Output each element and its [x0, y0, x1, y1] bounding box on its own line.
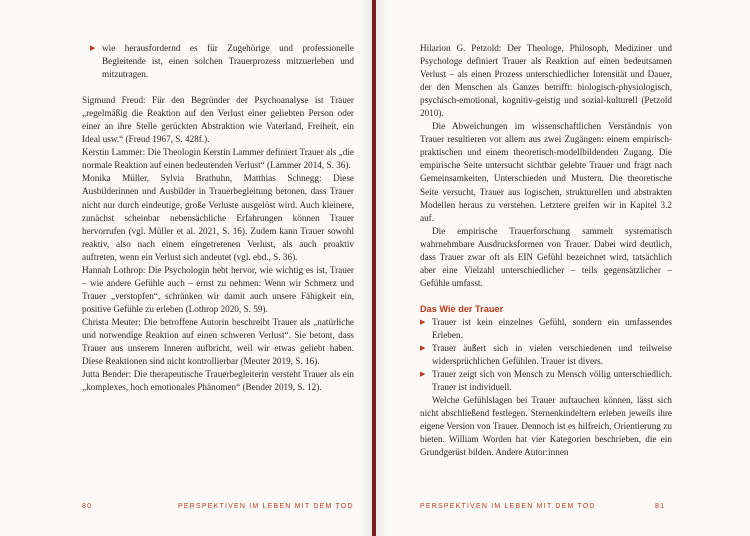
page-number-right: 81: [655, 503, 666, 510]
definition-lothrop: Hannah Lothrop: Die Psychologin hebt hervor, wie wichtig es ist, Trauer – wie andere Gefühle auch – ernst zu nehmen: Wenn wir Schmerz und Trauer „verstopfen“, schränken wir damit auch unsere Fähigkeit ein, positive Gefühle zu erleben (Lothrop 2020, S. 59).: [82, 264, 354, 314]
list-item: [82, 42, 354, 81]
definition-bender: Jutta Bender: Die therapeutische Trauerbegleiterin versteht Trauer als ein „komplexes, hoch emotionales Phänomen“ (Bender 2019, S. 12).: [82, 369, 354, 393]
list-item: [420, 342, 672, 368]
definition-mueller: Monika Müller, Sylvia Brathuhn, Matthias Schnegg: Diese Ausbilderinnen und Ausbilder in Trauerbegleitung betonen, dass Trauer nicht nur durch eindeutige, große Verluste ausgelöst wird. Auch kleinere, zunächst scheinbar nebensächliche Erfahrungen können Trauer hervorrufen (vgl. Müller et al. 2021, S. 16). Zudem kann Trauer sowohl reaktiv, also nach einem eingetretenen Verlust, als auch proaktiv auftreten, wenn ein Verlust sich andeutet (vgl. ebd., S. 36).: [82, 173, 354, 262]
body-paragraph: Die empirische Trauerforschung sammelt systematisch wahrnehmbare Ausdrucksformen von Trauer. Dabei wird deutlich, dass Trauer zwar oft als EIN Gefühl bezeichnet wird, tatsächlich aber eine Vielzahl unterschiedlicher – teils gegensätzlicher – Gefühle umfasst.: [420, 225, 672, 288]
running-head-left: PERSPEKTIVEN IM LEBEN MIT DEM TOD: [178, 503, 354, 510]
triangle-bullet-icon: ▶: [90, 44, 96, 52]
right-page: [420, 42, 672, 459]
gutter-shadow-left: [358, 0, 372, 536]
list-item: [420, 316, 672, 342]
bullet-text: Trauer äußert sich in vielen verschiedenen und teilweise widersprüchlichen Gefühlen. Trauer ist divers.: [432, 343, 672, 367]
running-head-right: PERSPEKTIVEN IM LEBEN MIT DEM TOD: [420, 503, 596, 510]
definition-freud: Sigmund Freud: Für den Begründer der Psychoanalyse ist Trauer „regelmäßig die Reaktion auf den Verlust einer geliebten Person oder einer an ihre Stelle gerückten Abstraktion wie Vaterland, Freiheit, ein Ideal usw.“ (Freud 1967, S. 428f.).: [82, 95, 354, 145]
list-item: [420, 368, 672, 394]
spacer: [82, 81, 354, 94]
definition-lammer: Kerstin Lammer: Die Theologin Kerstin Lammer definiert Trauer als „die normale Reaktion auf einen bedeutenden Verlust“ (Lammer 2014, S. 36).: [82, 147, 354, 171]
definition-petzold: Hilarion G. Petzold: Der Theologe, Philosoph, Mediziner und Psychologe definiert Trauer als Reaktion auf einen bedeutsamen Verlust – als einen Prozess unterschiedlicher Intensität und Dauer, der den Menschen als Ganzes betrifft: biologisch-physiologisch, psychisch-emotional, kognitiv-geistig und sozial-kulturell (Petzold 2010).: [420, 43, 672, 119]
bullet-text: wie herausfordernd es für Zugehörige und professionelle Begleitende ist, einen solchen Trauerprozess mitzuerleben und mitzutragen.: [102, 43, 354, 80]
triangle-bullet-icon: ▶: [420, 344, 426, 353]
left-page: [82, 42, 354, 394]
page-number-left: 80: [82, 503, 93, 510]
triangle-bullet-icon: ▶: [420, 317, 426, 326]
bullet-text: Trauer ist kein einzelnes Gefühl, sondern ein umfassendes Erleben.: [432, 316, 672, 340]
triangle-bullet-icon: ▶: [420, 370, 426, 379]
gutter-shadow-right: [376, 0, 390, 536]
spacer: [420, 290, 672, 303]
bullet-text: Trauer zeigt sich von Mensch zu Mensch völlig unterschiedlich. Trauer ist individuell.: [432, 369, 672, 393]
body-paragraph: Welche Gefühlslagen bei Trauer auftauchen können, lässt sich nicht abschließend festlegen. Sternenkindeltern erleben jeweils ihre eigene Version von Trauer. Dennoch ist es hilfreich, Orientierung zu bieten. William Worden hat vier Kategorien beschrieben, die ein Grundgerüst bilden. Andere Autor:innen: [420, 395, 672, 458]
body-paragraph: Die Abweichungen im wissenschaftlichen Verständnis von Trauer resultieren vor allem aus zwei Zugängen: einem empirisch-praktischen und einem theoretisch-modellbildenden Zugang. Die empirische Seite untersucht sichtbar gelebte Trauer und fragt nach Gemeinsamkeiten, Unterschieden und Mustern. Die theoretische Seite versucht, Trauer aus logischen, strukturellen und abstrakten Modellen heraus zu verstehen. Letztere greifen wir in Kapitel 3.2 auf.: [420, 121, 672, 223]
section-heading: Das Wie der Trauer: [420, 303, 504, 314]
definition-meuter: Christa Meuter: Die betroffene Autorin beschreibt Trauer als „natürliche und notwendige Reaktion auf einen schweren Verlust“. Sie betont, dass Trauer aus unserem Inneren aufbricht, weil wir etwas geliebt haben. Diese Reaktionen sind nicht kontrollierbar (Meuter 2019, S. 16).: [82, 316, 354, 367]
